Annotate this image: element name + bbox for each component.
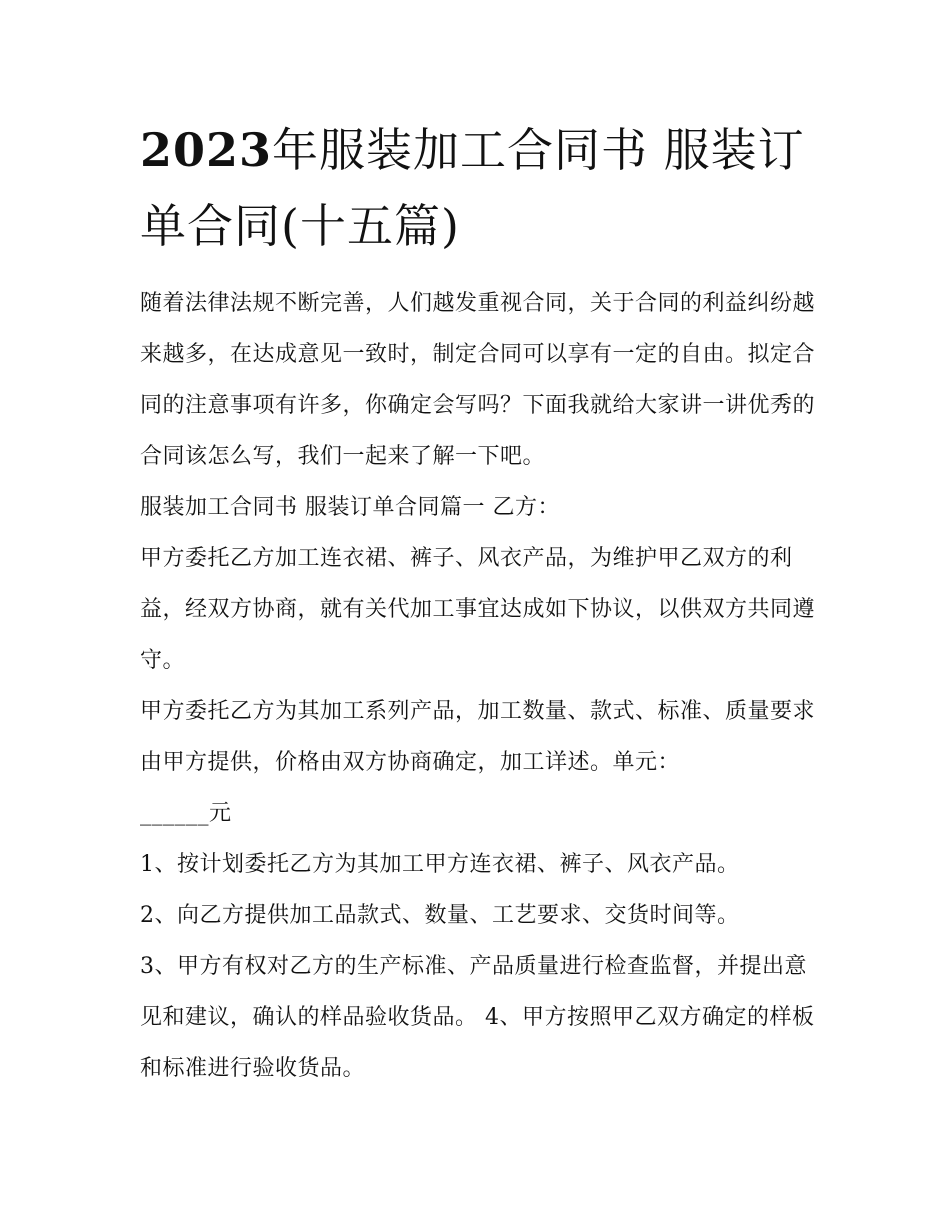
document-title: [140, 112, 815, 264]
paragraph-terms: 甲方委托乙方为其加工系列产品，加工数量、款式、标准、质量要求由甲方提供，价格由双方协商确定，加工详述。单元：: [140, 699, 816, 775]
document-page: [140, 112, 815, 1094]
title-text: 年服装加工合同书 服装订单合同(十五篇): [140, 123, 805, 253]
clause-1: 1、按计划委托乙方为其加工甲方连衣裙、裤子、风衣产品。: [140, 852, 740, 877]
paragraph-purpose: 甲方委托乙方加工连衣裙、裤子、风衣产品，为维护甲乙双方的利益，经双方协商，就有关代加工事宜达成如下协议，以供双方共同遵守。: [140, 546, 816, 673]
clause-2: 2、向乙方提供加工品款式、数量、工艺要求、交货时间等。: [140, 903, 740, 928]
document-body: [140, 278, 815, 1094]
intro-paragraph: 随着法律法规不断完善，人们越发重视合同，关于合同的利益纠纷越来越多，在达成意见一致时，制定合同可以享有一定的自由。拟定合同的注意事项有许多，你确定会写吗？下面我就给大家讲一讲优秀的合同该怎么写，我们一起来了解一下吧。: [140, 291, 816, 469]
title-year: 2023: [140, 123, 273, 177]
price-blank: ______元: [140, 801, 232, 826]
section-heading: 服装加工合同书 服装订单合同篇一 乙方：: [140, 495, 560, 520]
clause-3-4: 3、甲方有权对乙方的生产标准、产品质量进行检查监督，并提出意见和建议，确认的样品验收货品。 4、甲方按照甲乙双方确定的样板和标准进行验收货品。: [140, 954, 815, 1081]
